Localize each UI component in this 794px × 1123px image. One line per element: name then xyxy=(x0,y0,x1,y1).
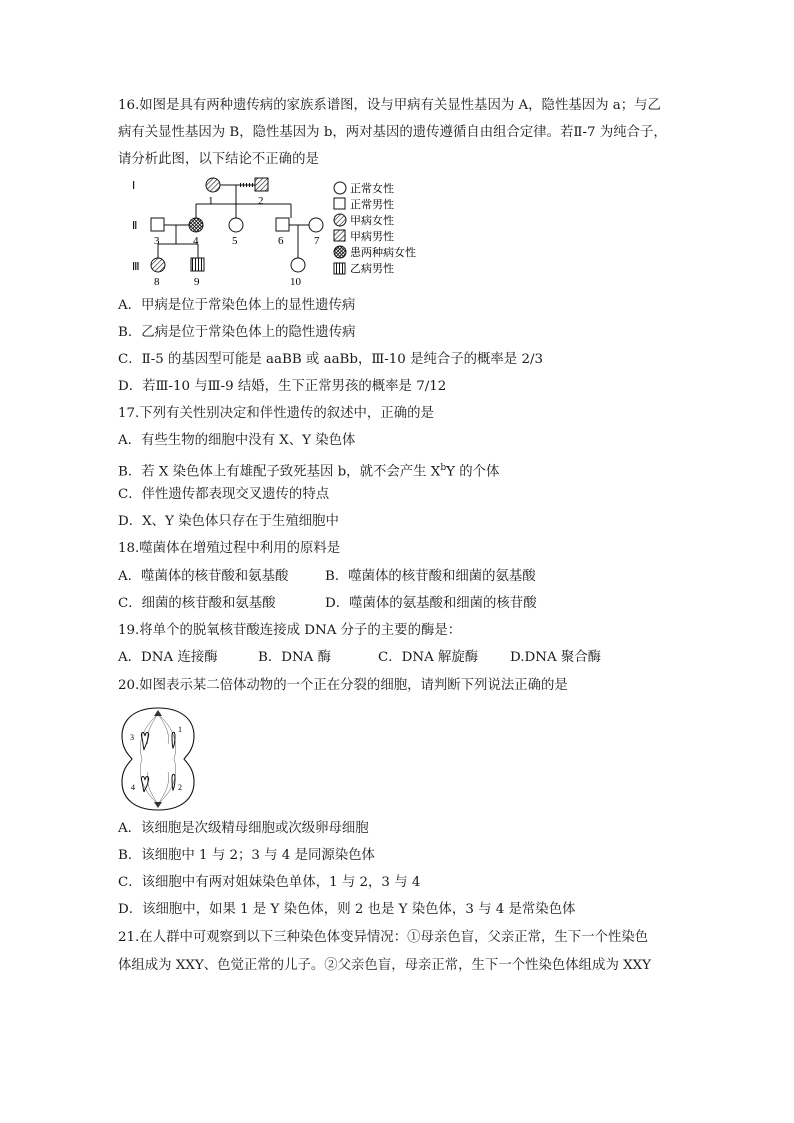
legend-both-female: 患两种病女性 xyxy=(350,247,416,259)
q17-option-a: A．有些生物的细胞中没有 X、Y 染色体 xyxy=(118,433,356,448)
num-7: 7 xyxy=(314,235,320,247)
num-6: 6 xyxy=(278,235,284,247)
pedigree-II4 xyxy=(189,218,203,232)
q19-option-c: C．DNA 解旋酶 xyxy=(378,650,479,665)
q20-option-a: A．该细胞是次级精母细胞或次级卵母细胞 xyxy=(118,821,369,836)
q18-option-b: B．噬菌体的核苷酸和细菌的氨基酸 xyxy=(325,569,536,584)
pedigree-I1 xyxy=(206,178,220,192)
q19-stem: 19.将单个的脱氧核苷酸连接成 DNA 分子的主要的酶是： xyxy=(118,623,462,638)
legend-b-male: 乙病男性 xyxy=(350,263,394,275)
pedigree-III8 xyxy=(151,258,165,272)
pedigree-II5 xyxy=(229,218,243,232)
num-4: 4 xyxy=(193,235,199,247)
q16-stem-line2: 病有关显性基因为 B，隐性基因为 b，两对基因的遗传遵循自由组合定律。若Ⅱ-7 为纯合子， xyxy=(118,125,667,140)
num-2: 2 xyxy=(258,195,264,207)
cell-label-2: 2 xyxy=(178,783,182,792)
num-8: 8 xyxy=(154,276,160,288)
pedigree-III9 xyxy=(191,258,204,271)
pedigree-II7 xyxy=(309,218,323,232)
q16-option-c: C．Ⅱ-5 的基因型可能是 aaBB 或 aaBb，Ⅲ-10 是纯合子的概率是 2/3 xyxy=(118,352,544,367)
q21-stem-line1: 21.在人群中可观察到以下三种染色体变异情况：①母亲色盲，父亲正常，生下一个性染色 xyxy=(118,930,649,945)
q16-stem-line3: 请分析此图，以下结论不正确的是 xyxy=(118,152,319,167)
q17-option-b-pre: B．若 X 染色体上有雄配子致死基因 b，就不会产生 X xyxy=(118,464,441,480)
q18-option-d: D．噬菌体的氨基酸和细菌的核苷酸 xyxy=(325,596,537,611)
pedigree-I2 xyxy=(255,178,268,191)
pedigree-II3 xyxy=(151,218,164,231)
cell-label-4: 4 xyxy=(131,783,135,792)
gen-label-II: Ⅱ xyxy=(132,220,138,232)
num-10: 10 xyxy=(290,276,301,288)
q17-stem: 17.下列有关性别决定和伴性遗传的叙述中，正确的是 xyxy=(118,406,434,421)
q20-stem: 20.如图表示某二倍体动物的一个正在分裂的细胞，请判断下列说法正确的是 xyxy=(118,678,568,693)
legend-a-female: 甲病女性 xyxy=(350,215,394,227)
num-3: 3 xyxy=(154,235,160,247)
q18-option-c: C．细菌的核苷酸和氨基酸 xyxy=(118,596,276,611)
q19-option-b: B．DNA 酶 xyxy=(258,650,332,665)
num-1: 1 xyxy=(208,195,214,207)
q20-option-d: D．该细胞中，如果 1 是 Y 染色体，则 2 也是 Y 染色体，3 与 4 是常染色体 xyxy=(118,902,576,917)
legend-normal-male: 正常男性 xyxy=(350,199,394,211)
pedigree-chart xyxy=(128,174,438,290)
q19-option-a: A．DNA 连接酶 xyxy=(118,650,218,665)
dividing-cell-figure xyxy=(118,706,198,812)
pedigree-legend xyxy=(334,182,346,274)
q17-option-b-sup: b xyxy=(440,463,447,473)
pedigree-II6 xyxy=(276,218,289,231)
cell-label-1: 1 xyxy=(178,725,182,734)
q17-option-c: C．伴性遗传都表现交叉遗传的特点 xyxy=(118,487,330,502)
q20-option-b: B．该细胞中 1 与 2；3 与 4 是同源染色体 xyxy=(118,848,375,863)
q18-stem: 18.噬菌体在增殖过程中利用的原料是 xyxy=(118,541,341,556)
q17-option-d: D．X、Y 染色体只存在于生殖细胞中 xyxy=(118,514,339,529)
q16-option-d: D．若Ⅲ-10 与Ⅲ-9 结婚，生下正常男孩的概率是 7/12 xyxy=(118,379,447,394)
q20-option-c: C．该细胞中有两对姐妹染色单体，1 与 2，3 与 4 xyxy=(118,875,421,890)
legend-a-male: 甲病男性 xyxy=(350,231,394,243)
num-9: 9 xyxy=(194,276,200,288)
q19-option-d: D.DNA 聚合酶 xyxy=(510,650,602,665)
num-5: 5 xyxy=(232,235,238,247)
legend-normal-female: 正常女性 xyxy=(350,183,394,195)
q16-option-a: A．甲病是位于常染色体上的显性遗传病 xyxy=(118,298,356,313)
q21-stem-line2: 体组成为 XXY、色觉正常的儿子。②父亲色盲，母亲正常，生下一个性染色体组成为 XXY xyxy=(118,958,651,973)
cell-label-3: 3 xyxy=(130,733,134,742)
pedigree-III10 xyxy=(291,258,305,272)
q16-option-b: B．乙病是位于常染色体上的隐性遗传病 xyxy=(118,325,356,340)
q18-option-a: A．噬菌体的核苷酸和氨基酸 xyxy=(118,569,289,584)
q16-stem-line1: 16.如图是具有两种遗传病的家族系谱图，设与甲病有关显性基因为 A，隐性基因为 a；与乙 xyxy=(118,98,661,113)
gen-label-III: Ⅲ xyxy=(132,261,140,273)
gen-label-I: Ⅰ xyxy=(132,180,136,192)
q17-option-b xyxy=(118,459,499,481)
q17-option-b-post: Y 的个体 xyxy=(446,464,500,480)
